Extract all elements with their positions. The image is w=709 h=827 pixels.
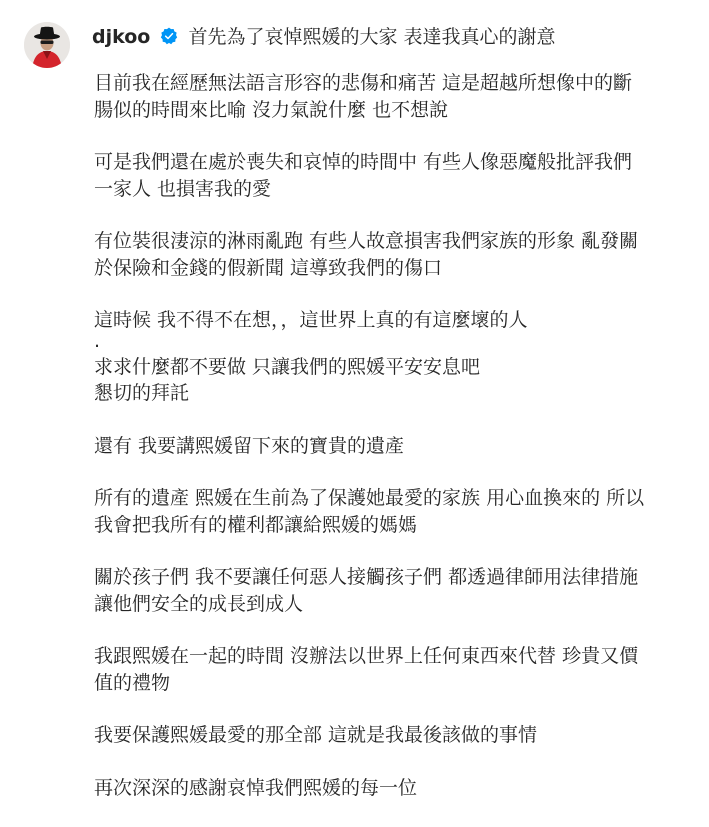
caption-line: 讓他們安全的成長到成人: [94, 592, 304, 615]
post-header: [24, 22, 556, 68]
caption-separator-dot: .: [94, 329, 101, 352]
caption-line: 懇切的拜託: [94, 382, 190, 404]
caption-line: 腸似的時間來比喻 沒力氣說什麼 也不想說: [94, 98, 449, 121]
avatar-image: [24, 22, 70, 68]
caption-line: 我會把我所有的權利都讓給熙媛的媽媽: [94, 513, 418, 536]
caption-first-line-row: [92, 24, 556, 50]
verified-badge-icon: [160, 27, 178, 45]
caption-line: 目前我在經歷無法語言形容的悲傷和痛苦 這是超越所想像中的斷: [94, 72, 633, 94]
caption-first-line: 首先為了哀悼熙媛的大家 表達我真心的謝意: [188, 26, 556, 48]
caption-line: 這時候 我不得不在想，，這世界上真的有這麼壞的人: [94, 309, 528, 331]
caption-paragraph: [94, 228, 694, 281]
caption-body: [94, 70, 694, 827]
caption-paragraph: [94, 433, 694, 460]
caption-line: 求求什麼都不要做 只讓我們的熙媛平安安息吧: [94, 355, 481, 378]
caption-line: 再次深深的感謝哀悼我們熙媛的每一位: [94, 776, 418, 799]
caption-line: 還有 我要講熙媛留下來的寶貴的遺產: [94, 434, 405, 457]
caption-line: 有位裝很淒涼的淋雨亂跑 有些人故意損害我們家族的形象 亂發關: [94, 230, 639, 252]
caption-line: 我要保護熙媛最愛的那全部 這就是我最後該做的事情: [94, 724, 538, 746]
caption-paragraph: [94, 307, 694, 334]
caption-line: 可是我們還在處於喪失和哀悼的時間中 有些人像惡魔般批評我們: [94, 151, 633, 173]
caption-paragraph: [94, 775, 694, 802]
caption-paragraph: [94, 354, 694, 407]
caption-line: 一家人 也損害我的愛: [94, 177, 272, 200]
caption-paragraph: [94, 722, 694, 749]
caption-paragraph: [94, 485, 694, 538]
caption-line: 於保險和金錢的假新聞 這導致我們的傷口: [94, 256, 443, 279]
caption-line: 所有的遺產 熙媛在生前為了保護她最愛的家族 用心血換來的 所以: [94, 487, 645, 509]
caption-paragraph: [94, 149, 694, 202]
caption-paragraph: [94, 643, 694, 696]
username-link[interactable]: djkoo: [92, 26, 151, 48]
caption-paragraph: [94, 70, 694, 123]
caption-paragraph: [94, 564, 694, 617]
caption-line: 關於孩子們 我不要讓任何惡人接觸孩子們 都透過律師用法律措施: [94, 566, 639, 588]
avatar[interactable]: [24, 22, 70, 68]
caption-line: 值的禮物: [94, 671, 171, 694]
caption-line: 我跟熙媛在一起的時間 沒辦法以世界上任何東西來代替 珍貴又價: [94, 645, 639, 667]
